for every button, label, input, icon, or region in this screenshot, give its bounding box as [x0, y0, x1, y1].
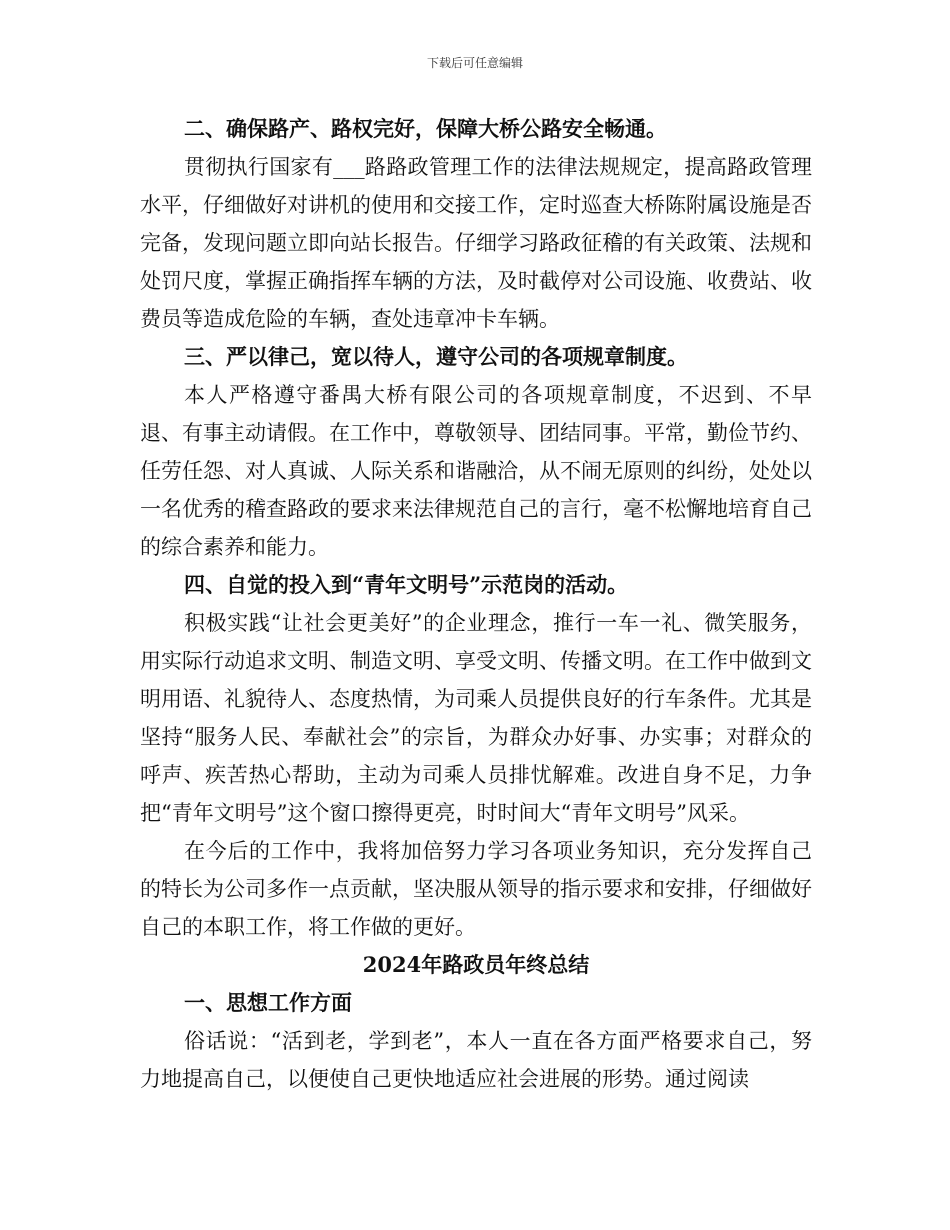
document-title: 2024年路政员年终总结 — [362, 952, 590, 977]
section-heading-3: 三、严以律己，宽以待人，遵守公司的各项规章制度。 — [184, 344, 688, 369]
paragraph: 在今后的工作中，我将加倍努力学习各项业务知识，充分发挥自己的特长为公司多作一点贡献，坚决服从领导的指示要求和安排，仔细做好自己的本职工作，将工作做的更好。 — [140, 839, 812, 939]
paragraph: 积极实践“让社会更美好”的企业理念，推行一车一礼、微笑服务，用实际行动追求文明、制造文明、享受文明、传播文明。在工作中做到文明用语、礼貌待人、态度热情，为司乘人员提供良好的行车条件。尤其是坚持“服务人民、奉献社会”的宗旨，为群众办好事、办实事；对群众的呼声、疾苦热心帮助，主动为司乘人员排忧解难。改进自身不足，力争把“青年文明号”这个窗口擦得更亮，时时间大“青年文明号”风采。 — [140, 611, 812, 825]
section-heading-1: 一、思想工作方面 — [184, 990, 352, 1015]
paragraph: 俗话说：“活到老，学到老”，本人一直在各方面严格要求自己，努力地提高自己，以便使自己更快地适应社会进展的形势。通过阅读 — [140, 1029, 812, 1091]
header-note: 下载后可任意编辑 — [426, 56, 523, 70]
paragraph: 贯彻执行国家有___路路政管理工作的法律法规规定，提高路政管理水平，仔细做好对讲机的使用和交接工作，定时巡查大桥陈附属设施是否完备，发现问题立即向站长报告。仔细学习路政征稽的有关政策、法规和处罚尺度，掌握正确指挥车辆的方法，及时截停对公司设施、收费站、收费员等造成危险的车辆，查处违章冲卡车辆。 — [140, 155, 812, 331]
section-heading-2: 二、确保路产、路权完好，保障大桥公路安全畅通。 — [184, 116, 667, 141]
paragraph: 本人严格遵守番禺大桥有限公司的各项规章制度，不迟到、不早退、有事主动请假。在工作中，尊敬领导、团结同事。平常，勤俭节约、任劳任怨、对人真诚、人际关系和谐融洽，从不闹无原则的纠纷，处处以一名优秀的稽查路政的要求来法律规范自己的言行，毫不松懈地培育自己的综合素养和能力。 — [140, 383, 812, 559]
section-heading-4: 四、自觉的投入到“青年文明号”示范岗的活动。 — [184, 572, 629, 597]
document-body — [140, 110, 812, 1098]
